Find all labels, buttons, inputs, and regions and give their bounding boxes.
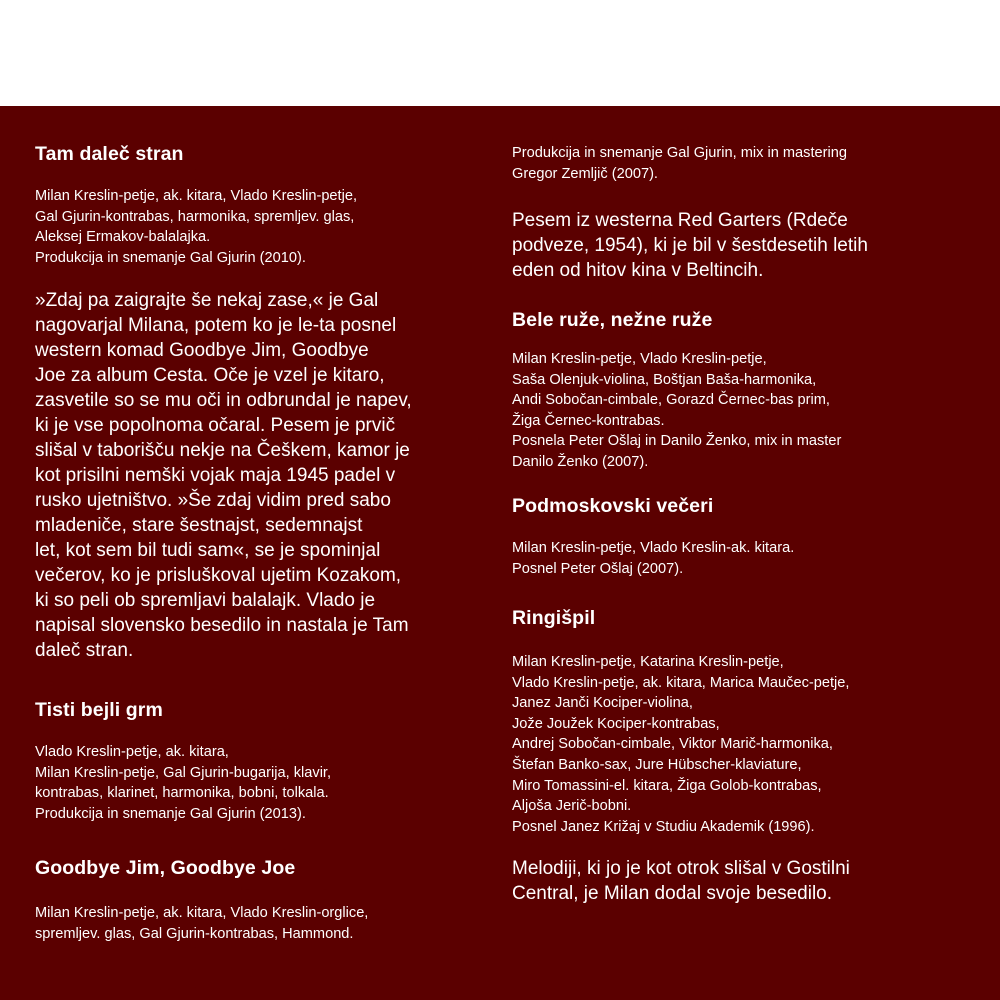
song-title-goodbye-jim: Goodbye Jim, Goodbye Joe xyxy=(35,857,296,879)
production-goodbye-jim: Produkcija in snemanje Gal Gjurin, mix in mastering Gregor Zemljič (2007). xyxy=(512,145,847,182)
credits-podmoskovski-veceri: Milan Kreslin-petje, Vlado Kreslin-ak. kitara. Posnel Peter Ošlaj (2007). xyxy=(512,540,795,577)
song-title-tam-dalec-stran: Tam daleč stran xyxy=(35,143,184,165)
story-ringispil: Melodiji, ki jo je kot otrok slišal v Gostilni Central, je Milan dodal svoje besedilo. xyxy=(512,858,850,904)
credits-tisti-bejli-grm: Vlado Kreslin-petje, ak. kitara, Milan Kreslin-petje, Gal Gjurin-bugarija, klavir, kontrabas, klarinet, harmonika, bobni, tolkala. Produkcija in snemanje Gal Gjurin (2013). xyxy=(35,744,332,822)
credits-ringispil: Milan Kreslin-petje, Katarina Kreslin-petje, Vlado Kreslin-petje, ak. kitara, Marica Maučec-petje, Janez Janči Kociper-violina, Jože Joužek Kociper-kontrabas, Andrej Sobočan-cimbale, Viktor Marič-harmonika, Štefan Banko-sax, Jure Hübscher-klaviature, Miro Tomassini-el. kitara, Žiga Golob-kontrabas, Aljoša Jerič-bobni. Posnel Janez Križaj v Studiu Akademik (1996). xyxy=(512,654,850,835)
credits-goodbye-jim: Milan Kreslin-petje, ak. kitara, Vlado Kreslin-orglice, spremljev. glas, Gal Gjurin-kontrabas, Hammond. xyxy=(35,905,369,942)
liner-notes-panel xyxy=(0,106,1000,1000)
song-title-bele-ruze: Bele ruže, nežne ruže xyxy=(512,309,713,331)
story-goodbye-jim: Pesem iz westerna Red Garters (Rdeče podveze, 1954), ki je bil v šestdesetih letih eden od hitov kina v Beltincih. xyxy=(512,210,868,281)
song-title-ringispil: Ringišpil xyxy=(512,607,596,629)
story-tam-dalec-stran: »Zdaj pa zaigrajte še nekaj zase,« je Gal nagovarjal Milana, potem ko je le-ta posnel western komad Goodbye Jim, Goodbye Joe za album Cesta. Oče je vzel je kitaro, zasvetile so se mu oči in odbrundal je napev, ki je vse popolnoma očaral. Pesem je prvič slišal v taborišču nekje na Češkem, kamor je kot prisilni nemški vojak maja 1945 padel v rusko ujetništvo. »Še zdaj vidim pred sabo mladeniče, stare šestnajst, sedemnajst let, kot sem bil tudi sam«, se je spominjal večerov, ko je prisluškoval ujetim Kozakom, ki so peli ob spremljavi balalajk. Vlado je napisal slovensko besedilo in nastala je Tam daleč stran. xyxy=(35,290,412,661)
credits-tam-dalec-stran: Milan Kreslin-petje, ak. kitara, Vlado Kreslin-petje, Gal Gjurin-kontrabas, harmonika, spremljev. glas, Aleksej Ermakov-balalajka. Produkcija in snemanje Gal Gjurin (2010). xyxy=(35,188,358,266)
song-title-podmoskovski-veceri: Podmoskovski večeri xyxy=(512,495,714,517)
song-title-tisti-bejli-grm: Tisti bejli grm xyxy=(35,699,163,721)
credits-bele-ruze: Milan Kreslin-petje, Vlado Kreslin-petje, Saša Olenjuk-violina, Boštjan Baša-harmonika, Andi Sobočan-cimbale, Gorazd Černec-bas prim, Žiga Černec-kontrabas. Posnela Peter Ošlaj in Danilo Ženko, mix in master Danilo Ženko (2007). xyxy=(512,351,842,470)
